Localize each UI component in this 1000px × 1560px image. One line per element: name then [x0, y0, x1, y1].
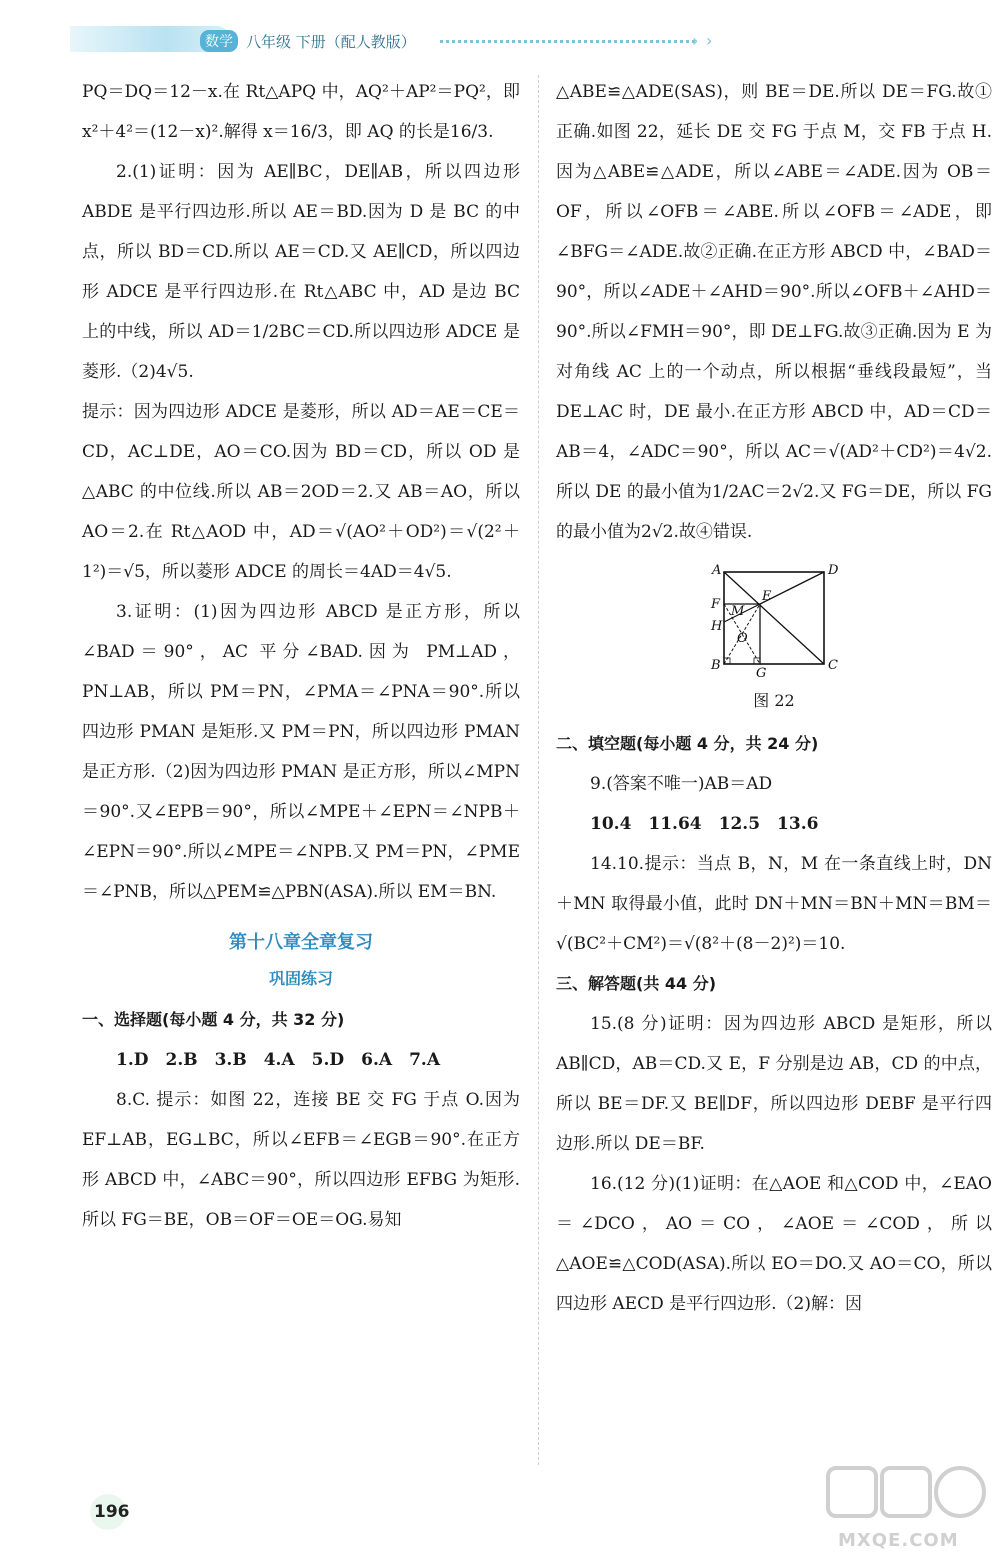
- section-title: 巩固练习: [268, 969, 333, 988]
- answer-16: 16.(12 分)(1)证明：在△AOE 和△COD 中，∠EAO＝∠DCO，AO＝CO，∠AOE＝∠COD，所以△AOE≌△COD(ASA).所以 EO＝DO.又 AO＝CO，所以四边形 AECD 是平行四边形.（2)解：因: [556, 1174, 992, 1314]
- label-D: D: [828, 564, 839, 578]
- watermark: [820, 1460, 990, 1555]
- solve-heading: 三、解答题(共 44 分): [556, 974, 717, 993]
- right-column: [556, 72, 992, 1324]
- label-F: F: [711, 597, 721, 612]
- label-H: H: [711, 619, 723, 634]
- answer-3: 3.证明：(1)因为四边形 ABCD 是正方形，所以∠BAD＝90°，AC 平分∠BAD.因为 PM⊥AD，PN⊥AB，所以 PM＝PN，∠PMA＝∠PNA＝90°.所以四边形 PMAN 是矩形.又 PM＝PN，所以四边形 PMAN 是正方形.（2)因为四边形 PMAN 是正方形，所以∠MPN＝90°.又∠EPB＝90°，所以∠MPE＋∠EPN＝∠NPB＋∠EPN＝90°.所以∠MPE＝∠NPB.又 PM＝PN，∠PME＝∠PNB，所以△PEM≌△PBN(ASA).所以 EM＝BN.: [82, 602, 520, 902]
- page-header: [0, 0, 1000, 60]
- fill-heading: 二、填空题(每小题 4 分，共 24 分): [556, 734, 819, 753]
- header-arrow-icon: ›: [706, 31, 713, 50]
- answer-15: 15.(8 分)证明：因为四边形 ABCD 是矩形，所以 AB∥CD，AB＝CD.又 E，F 分别是边 AB，CD 的中点，所以 BE＝DF.又 BE∥DF，所以四边形 DEBF 是平行四边形.所以 DE＝BF.: [556, 1014, 992, 1154]
- column-divider: [538, 75, 539, 1465]
- page-number: 196: [94, 1502, 130, 1522]
- header-dotted-line: [440, 40, 695, 43]
- left-column: [82, 72, 520, 1240]
- answer-8: 8.C. 提示：如图 22，连接 BE 交 FG 于点 O.因为 EF⊥AB，EG⊥BC，所以∠EFB＝∠EGB＝90°.在正方形 ABCD 中，∠ABC＝90°，所以四边形 EFBG 为矩形.所以 FG＝BE，OB＝OF＝OE＝OG.易知: [82, 1090, 520, 1230]
- choice-heading: 一、选择题(每小题 4 分，共 32 分): [82, 1010, 345, 1029]
- chapter-title: 第十八章全章复习: [229, 932, 373, 953]
- answer-14: 14.10.提示：当点 B，N，M 在一条直线上时，DN＋MN 取得最小值，此时 DN＋MN＝BN＋MN＝BM＝√(BC²＋CM²)＝√(8²＋(8－2)²)＝10.: [556, 854, 992, 954]
- label-A: A: [712, 564, 722, 578]
- answer-2: 2.(1)证明：因为 AE∥BC，DE∥AB，所以四边形 ABDE 是平行四边形.所以 AE＝BD.因为 D 是 BC 的中点，所以 BD＝CD.所以 AE＝CD.又 AE∥CD，所以四边形 ADCE 是平行四边形.在 Rt△ABC 中，AD 是边 BC 上的中线，所以 AD＝1/2BC＝CD.所以四边形 ADCE 是菱形.（2)4√5.: [82, 162, 520, 382]
- header-subject: 数学: [200, 30, 238, 52]
- square-diagram: [704, 564, 844, 679]
- watermark-url: MXQE.COM: [838, 1530, 959, 1551]
- figure-caption: 图 22: [753, 691, 795, 710]
- label-C: C: [828, 658, 838, 673]
- answers-10-13: 10.4 11.64 12.5 13.6: [590, 814, 819, 834]
- label-G: G: [756, 666, 767, 679]
- header-title: 八年级 下册（配人教版）: [246, 33, 416, 51]
- hint-2: 提示：因为四边形 ADCE 是菱形，所以 AD＝AE＝CE＝CD，AC⊥DE，AO＝CO.因为 BD＝CD，所以 OD 是△ABC 的中位线.所以 AB＝2OD＝2.又 AB＝AO，所以 AO＝2.在 Rt△AOD 中，AD＝√(AO²＋OD²)＝√(2²＋1²)＝√5，所以菱形 ADCE 的周长＝4AD＝4√5.: [82, 402, 520, 582]
- label-M: M: [731, 604, 745, 619]
- paragraph: △ABE≌△ADE(SAS)，则 BE＝DE.所以 DE＝FG.故①正确.如图 22，延长 DE 交 FG 于点 M，交 FB 于点 H.因为△ABE≌△ADE，所以∠ABE＝∠ADE.因为 OB＝OF，所以∠OFB＝∠ABE.所以∠OFB＝∠ADE，即∠BFG＝∠ADE.故②正确.在正方形 ABCD 中，∠BAD＝90°，所以∠ADE＋∠AHD＝90°.所以∠OFB＋∠AHD＝90°.所以∠FMH＝90°，即 DE⊥FG.故③正确.因为 E 为对角线 AC 上的一个动点，所以根据“垂线段最短”，当 DE⊥AC 时，DE 最小.在正方形 ABCD 中，AD＝CD＝AB＝4，∠ADC＝90°，所以 AC＝√(AD²＋CD²)＝4√2.所以 DE 的最小值为1/2AC＝2√2.又 FG＝DE，所以 FG 的最小值为2√2.故④错误.: [556, 82, 992, 542]
- label-B: B: [711, 658, 721, 673]
- paragraph: PQ＝DQ＝12－x.在 Rt△APQ 中，AQ²＋AP²＝PQ²，即 x²＋4²＝(12－x)².解得 x＝16/3，即 AQ 的长是16/3.: [82, 82, 520, 142]
- header-arrow-icon: ›: [692, 31, 699, 50]
- label-E: E: [762, 589, 772, 604]
- answer-9: 9.(答案不唯一)AB＝AD: [590, 774, 773, 794]
- choice-answers: 1.D 2.B 3.B 4.A 5.D 6.A 7.A: [116, 1050, 441, 1070]
- figure-22: [556, 564, 992, 718]
- label-O: O: [737, 631, 748, 646]
- watermark-logo-icon: [820, 1460, 990, 1530]
